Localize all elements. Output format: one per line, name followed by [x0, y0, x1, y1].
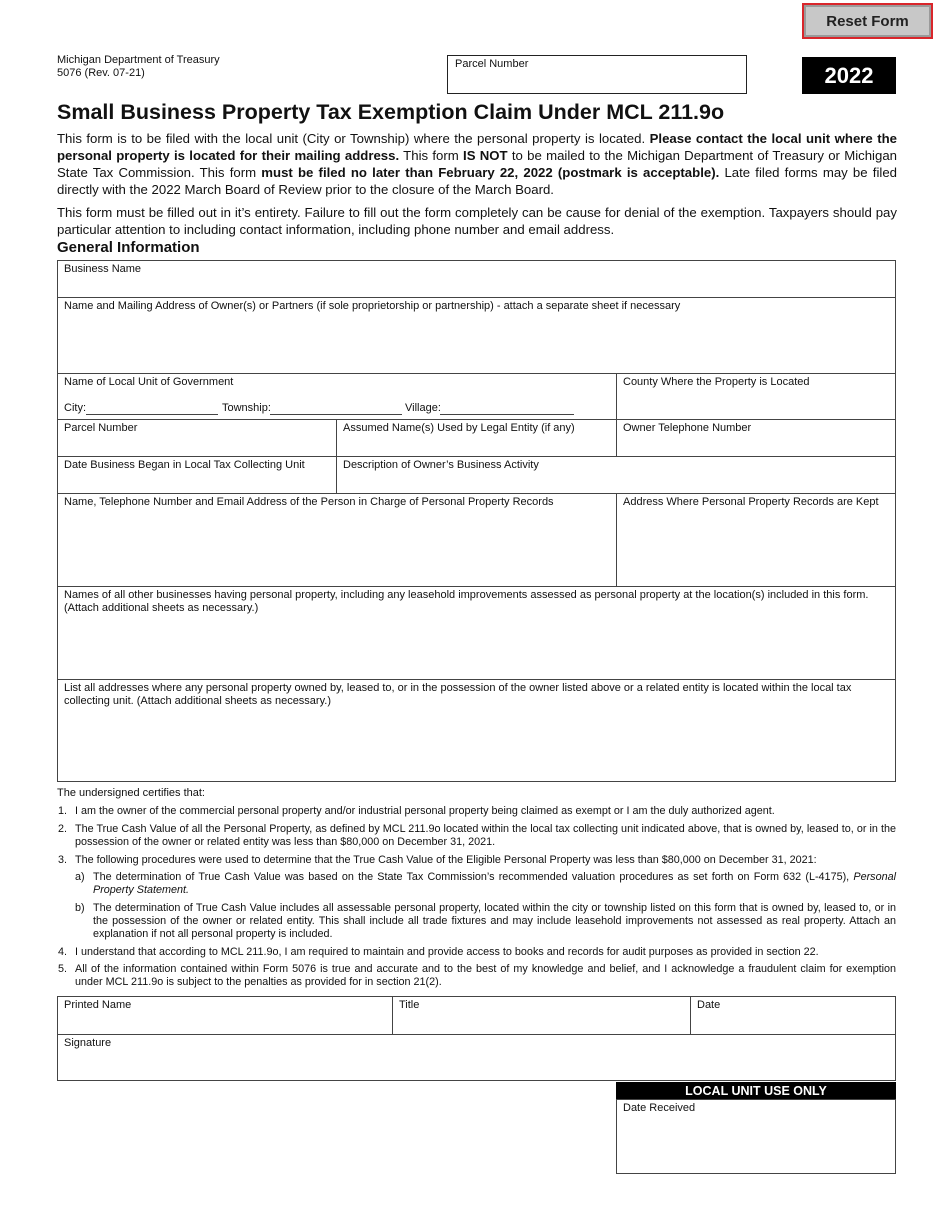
parcel-number-top-label: Parcel Number	[455, 58, 529, 70]
local-unit-label: Name of Local Unit of Government	[64, 376, 234, 388]
date-began-field[interactable]	[57, 456, 337, 494]
village-label: Village:	[405, 402, 441, 414]
business-activity-field[interactable]	[336, 456, 896, 494]
certification-item-3: 3. The following procedures were used to determine that the True Cash Value of the Eligible Personal Property was less than $80,000 on December 31, 2021:	[58, 854, 817, 866]
printed-name-field[interactable]	[57, 996, 393, 1035]
county-label: County Where the Property is Located	[623, 376, 810, 388]
parcel-number-top-field[interactable]	[447, 55, 747, 94]
intro-paragraph-1: This form is to be filed with the local unit (City or Township) where the personal property is located. Please contact the local unit where the personal property is located for their mailing address. This form IS NOT to be mailed to the Michigan Department of Treasury or Michigan State Tax Commission. This form must be filed no later than February 22, 2022 (postmark is acceptable). Late filed forms may be filed directly with the 2022 March Board of Review prior to the closure of the March Board.	[57, 131, 897, 197]
certification-intro: The undersigned certifies that:	[57, 787, 205, 799]
owner-phone-field[interactable]	[616, 419, 896, 457]
date-received-field[interactable]	[616, 1099, 896, 1174]
certification-item-2: 2. The True Cash Value of all the Personal Property, as defined by MCL 211.9o located within the local tax collecting unit indicated above, that is owned by, leased to, or in the possession of the owner or related entity was less than $80,000 on December 31, 2021.	[58, 823, 896, 848]
certification-item-3a: a) The determination of True Cash Value was based on the State Tax Commission’s recommended valuation procedures as set forth on Form 632 (L-4175), Personal Property Statement.	[75, 871, 896, 896]
assumed-names-label: Assumed Name(s) Used by Legal Entity (if any)	[343, 422, 575, 434]
business-name-field[interactable]	[57, 260, 896, 298]
form-id: 5076 (Rev. 07-21)	[57, 67, 145, 79]
signature-label: Signature	[64, 1037, 112, 1049]
title-label: Title	[399, 999, 420, 1011]
parcel-number-field[interactable]	[57, 419, 337, 457]
page-title: Small Business Property Tax Exemption Claim Under MCL 211.9o	[57, 100, 725, 124]
city-label: City:	[64, 402, 86, 414]
certification-item-1: 1. I am the owner of the commercial personal property and/or industrial personal property being claimed as exempt or I am the duly authorized agent.	[58, 805, 775, 817]
owner-address-field[interactable]	[57, 297, 896, 374]
business-activity-label: Description of Owner’s Business Activity	[343, 459, 539, 471]
certification-item-5: 5. All of the information contained within Form 5076 is true and accurate and to the best of my knowledge and belief, and I acknowledge a fraudulent claim for exemption under MCL 211.9o is subject to the penalties as provided for in section 21(2).	[58, 963, 896, 988]
other-businesses-field[interactable]	[57, 586, 896, 680]
person-in-charge-label: Name, Telephone Number and Email Address of the Person in Charge of Personal Property Records	[64, 496, 554, 508]
date-field[interactable]	[690, 996, 896, 1035]
certification-item-4: 4. I understand that according to MCL 211.9o, I am required to maintain and provide access to books and records for audit purposes as provided in section 22.	[58, 946, 819, 958]
records-address-label: Address Where Personal Property Records are Kept	[623, 496, 879, 508]
reset-form-button[interactable]: Reset Form	[802, 3, 933, 39]
all-addresses-field[interactable]	[57, 679, 896, 782]
intro-paragraph-2: This form must be filled out in it’s entirety. Failure to fill out the form completely can be cause for denial of the exemption. Taxpayers should pay particular attention to including contact information, including phone number and email address.	[57, 205, 897, 237]
business-name-label: Business Name	[64, 263, 142, 275]
records-address-field[interactable]	[616, 493, 896, 587]
township-label: Township:	[222, 402, 271, 414]
owner-address-label: Name and Mailing Address of Owner(s) or Partners (if sole proprietorship or partnership) - attach a separate sheet if necessary	[64, 300, 681, 312]
county-field[interactable]	[616, 373, 896, 420]
year-badge: 2022	[802, 57, 896, 94]
local-unit-field[interactable]	[57, 373, 617, 420]
city-line[interactable]	[86, 414, 218, 415]
printed-name-label: Printed Name	[64, 999, 132, 1011]
other-businesses-label: Names of all other businesses having personal property, including any leasehold improvements assessed as personal property at the location(s) included in this form. (Attach additional sheets as necessary.)	[64, 589, 869, 614]
village-line[interactable]	[440, 414, 574, 415]
parcel-number-label: Parcel Number	[64, 422, 138, 434]
assumed-names-field[interactable]	[336, 419, 617, 457]
date-label: Date	[697, 999, 721, 1011]
township-line[interactable]	[270, 414, 402, 415]
signature-field[interactable]	[57, 1034, 896, 1081]
date-began-label: Date Business Began in Local Tax Collecting Unit	[64, 459, 305, 471]
person-in-charge-field[interactable]	[57, 493, 617, 587]
all-addresses-label: List all addresses where any personal property owned by, leased to, or in the possession of the owner listed above or a related entity is located within the local tax collecting unit. (Attach additional sheets as necessary.)	[64, 682, 852, 707]
section-title: General Information	[57, 239, 200, 256]
certification-item-3b: b) The determination of True Cash Value includes all assessable personal property, located within the city or township listed on this form that is owned by, leased to, or in the possession of the owner or related entity. This shall include all trade fixtures and may include leasehold improvements not assessed as real property. Attach an explanation if not all personal property is included.	[75, 902, 896, 940]
owner-phone-label: Owner Telephone Number	[623, 422, 752, 434]
title-field[interactable]	[392, 996, 691, 1035]
agency-name: Michigan Department of Treasury	[57, 54, 220, 66]
local-unit-use-heading: LOCAL UNIT USE ONLY	[616, 1082, 896, 1100]
date-received-label: Date Received	[623, 1102, 696, 1114]
